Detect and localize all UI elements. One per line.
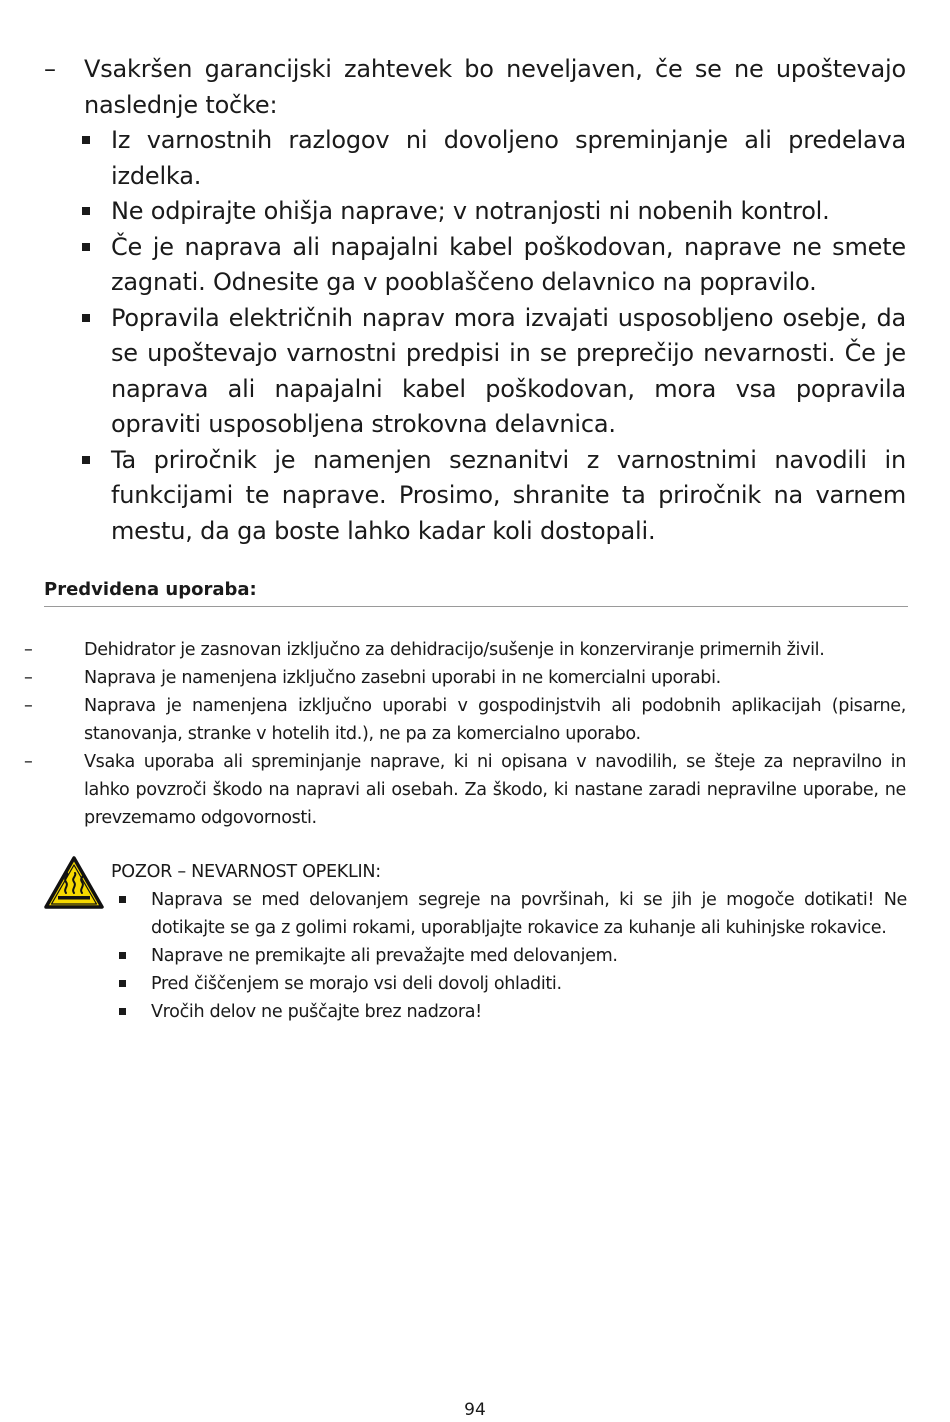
- list-item-text: Vročih delov ne puščajte brez nadzora!: [151, 1002, 482, 1022]
- list-item: [111, 998, 907, 1026]
- list-item: [44, 194, 906, 230]
- square-bullet-icon: [82, 243, 90, 251]
- list-item-text: Popravila električnih naprav mora izvajati usposobljeno osebje, da se upoštevajo varnostni predpisi in se preprečijo nevarnosti. Če je naprava ali napajalni kabel poškodovan, mora vsa popravila opraviti usposobljena strokovna delavnica.: [111, 303, 906, 438]
- dash-bullet: –: [24, 668, 33, 688]
- list-item-text: Naprave ne premikajte ali prevažajte med delovanjem.: [151, 946, 618, 966]
- dash-bullet: –: [24, 640, 33, 660]
- warranty-intro-item: [44, 52, 906, 123]
- list-item-text: Vsaka uporaba ali spreminjanje naprave, ki ni opisana v navodilih, se šteje za nepravilno in lahko povzroči škodo na napravi ali osebah. Za škodo, ki nastane zaradi nepravilne uporabe, ne prevzemamo odgovornosti.: [84, 752, 906, 828]
- intended-use-heading: Predvidena uporaba:: [44, 578, 908, 607]
- list-item-text: Naprava je namenjena izključno uporabi v gospodinjstvih ali podobnih aplikacijah (pisarne, stanovanja, stranke v hotelih itd.), ne pa za komercialno uporabo.: [84, 696, 906, 744]
- list-item: [24, 636, 906, 664]
- dash-bullet: –: [44, 55, 56, 83]
- list-item-text: Iz varnostnih razlogov ni dovoljeno spreminjanje ali predelava izdelka.: [111, 126, 906, 190]
- list-item: [44, 230, 906, 301]
- list-item: [44, 123, 906, 194]
- list-item: [111, 942, 907, 970]
- warranty-intro-text: Vsakršen garancijski zahtevek bo neveljaven, če se ne upoštevajo naslednje točke:: [84, 55, 906, 119]
- square-bullet-icon: [82, 136, 90, 144]
- page-number: 94: [464, 1400, 486, 1420]
- list-item-text: Naprava se med delovanjem segreje na površinah, ki se jih je mogoče dotikati! Ne dotikajte se ga z golimi rokami, uporabljajte rokavice za kuhanje ali kuhinjske rokavice.: [151, 890, 907, 938]
- square-bullet-icon: [82, 314, 90, 322]
- dash-bullet: –: [24, 696, 33, 716]
- list-item: [111, 970, 907, 998]
- list-item: [111, 886, 907, 942]
- warranty-conditions-list: [44, 123, 906, 549]
- list-item: [44, 301, 906, 443]
- square-bullet-icon: [119, 952, 126, 959]
- square-bullet-icon: [82, 207, 90, 215]
- dash-bullet: –: [24, 752, 33, 772]
- intended-use-list: [24, 636, 906, 832]
- burn-hazard-warning: [111, 858, 907, 1026]
- list-item-text: Naprava je namenjena izključno zasebni uporabi in ne komercialni uporabi.: [84, 668, 721, 688]
- list-item: [24, 664, 906, 692]
- square-bullet-icon: [119, 980, 126, 987]
- list-item: [24, 748, 906, 832]
- warning-title: POZOR – NEVARNOST OPEKLIN:: [111, 862, 381, 882]
- hot-surface-warning-icon: [44, 856, 104, 910]
- list-item-text: Ne odpirajte ohišja naprave; v notranjosti ni nobenih kontrol.: [111, 197, 830, 225]
- square-bullet-icon: [119, 896, 126, 903]
- list-item-text: Ta priročnik je namenjen seznanitvi z varnostnimi navodili in funkcijami te naprave. Prosimo, shranite ta priročnik na varnem mestu, da ga boste lahko kadar koli dostopali.: [111, 445, 906, 545]
- list-item-text: Pred čiščenjem se morajo vsi deli dovolj ohladiti.: [151, 974, 562, 994]
- list-item: [24, 692, 906, 748]
- square-bullet-icon: [82, 456, 90, 464]
- list-item-text: Dehidrator je zasnovan izključno za dehidracijo/sušenje in konzerviranje primernih živil.: [84, 640, 825, 660]
- list-item-text: Če je naprava ali napajalni kabel poškodovan, naprave ne smete zagnati. Odnesite ga v pooblaščeno delavnico na popravilo.: [111, 232, 906, 296]
- list-item: [44, 443, 906, 550]
- square-bullet-icon: [119, 1008, 126, 1015]
- warranty-section: [44, 52, 906, 549]
